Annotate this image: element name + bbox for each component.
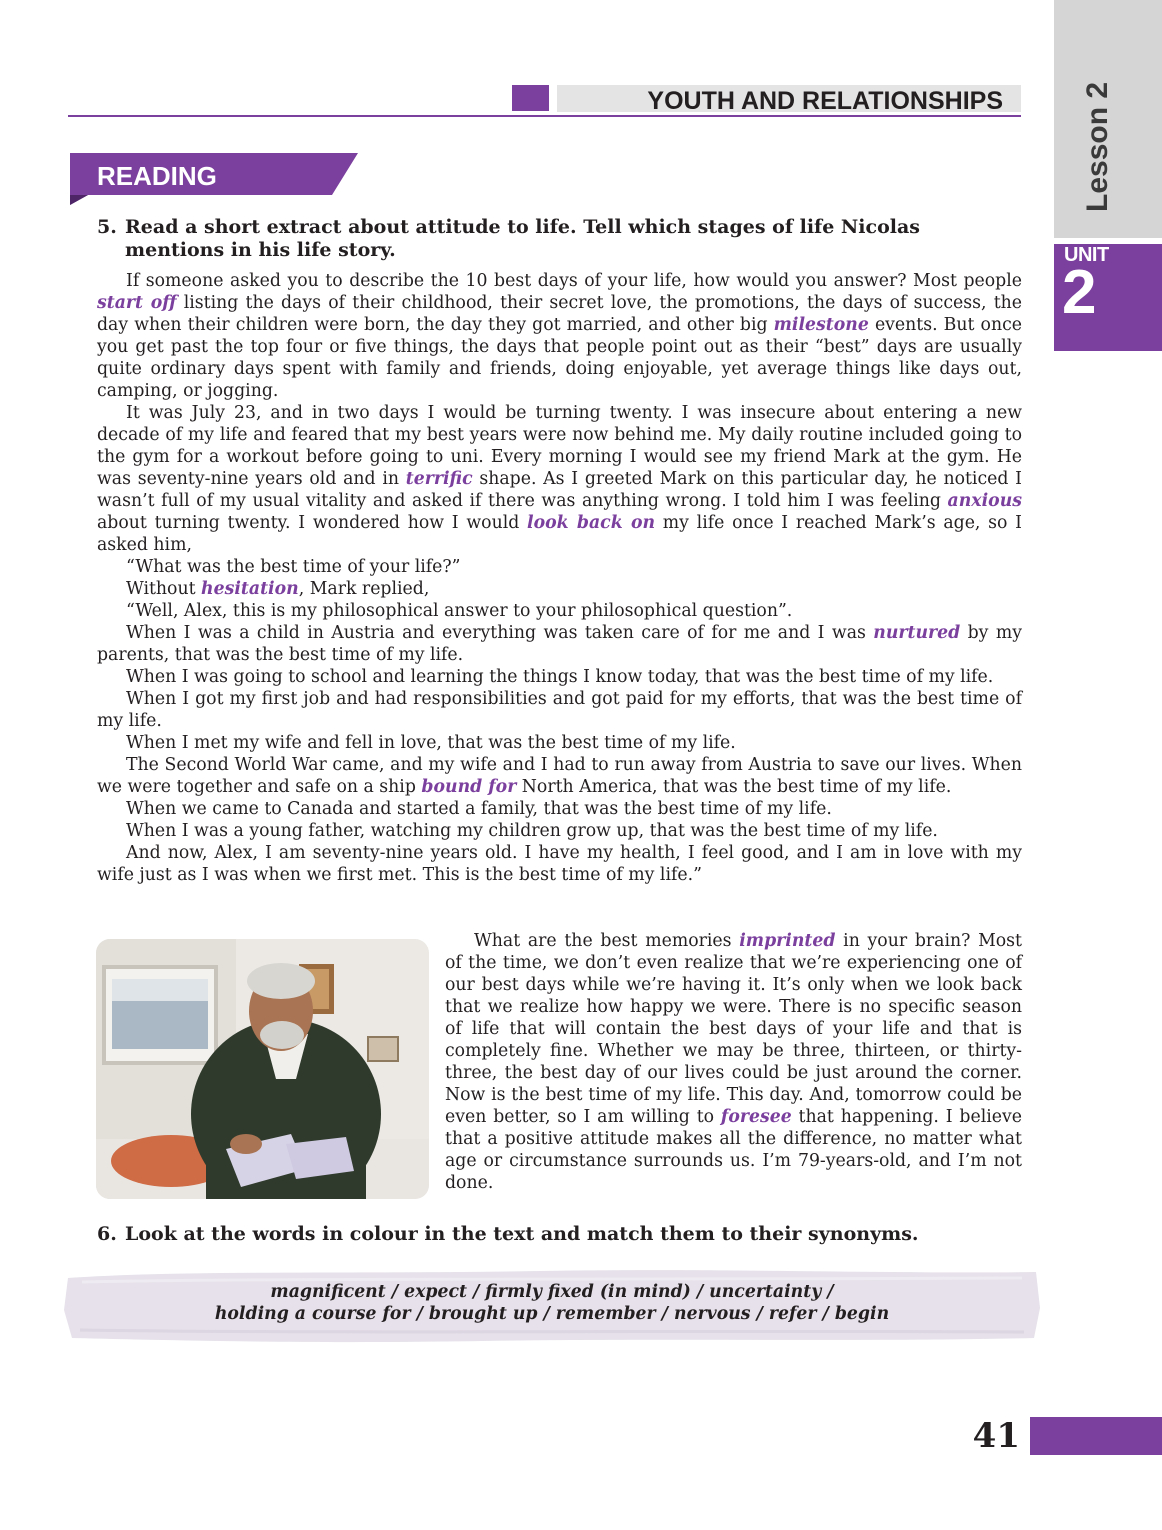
unit-number: 2 (1062, 258, 1097, 327)
paragraph: When I was a child in Austria and everything was taken care of for me and I was nurtured by my parents, that was the best time of my life. (97, 623, 1022, 665)
synonym-list-line-2: holding a course for / brought up / remember / nervous / refer / begin (214, 1304, 890, 1324)
paragraph: When I was going to school and learning the things I know today, that was the best time of my life. (126, 667, 994, 687)
task-text: Read a short extract about attitude to life. Tell which stages of life Nicolas mentions in his life story. (125, 216, 920, 261)
keyword: imprinted (739, 931, 836, 951)
paragraph: When I got my first job and had responsibilities and got paid for my efforts, that was the best time of my life. (97, 689, 1022, 731)
paragraph: When I met my wife and fell in love, that was the best time of my life. (126, 733, 736, 753)
photo-illustration (96, 939, 429, 1199)
task-number: 5. (97, 216, 117, 238)
paragraph: What are the best memories imprinted in your brain? Most of the time, we don’t even realize that we’re experiencing one of our best days while we’re having it. It’s only when we look back that we realize how happy we were. There is no specific season of life that will contain the best days of your life and that is completely fine. Whether we may be three, thirteen, or thirty-three, the best day of our lives could be just around the corner. Now is the best time of my life. This day. And, tomorrow could be even better, so I am willing to foresee that happening. I believe that a positive attitude makes all the difference, no matter what age or circumstance surrounds us. I’m 79-years-old, and I’m not done. (445, 931, 1022, 1193)
keyword: hesitation (201, 579, 299, 599)
keyword: anxious (947, 491, 1022, 511)
task-number: 6. (97, 1223, 117, 1245)
page-number: 41 (972, 1416, 1020, 1456)
keyword: foresee (720, 1107, 792, 1127)
paragraph: Without hesitation, Mark replied, (126, 579, 430, 599)
keyword: start off (97, 293, 177, 313)
paragraph: When we came to Canada and started a family, that was the best time of my life. (126, 799, 832, 819)
task-text: Look at the words in colour in the text and match them to their synonyms. (125, 1223, 919, 1245)
keyword: terrific (405, 469, 473, 489)
synonym-list-line-1: magnificent / expect / firmly fixed (in mind) / uncertainty / (270, 1282, 834, 1302)
section-label: READING (97, 161, 217, 191)
task-6-heading (97, 1223, 1022, 1246)
page-title: YOUTH AND RELATIONSHIPS (647, 87, 1003, 115)
paragraph: “Well, Alex, this is my philosophical answer to your philosophical question”. (126, 601, 793, 621)
keyword: look back on (527, 513, 656, 533)
paragraph: If someone asked you to describe the 10 best days of your life, how would you answer? Most people start off listing the days of their childhood, their secret love, the promotions, the days of success, the day when their children were born, the day they got married, and other big milestone events. But once you get past the top four or five things, the days that people point out as their “best” days are usually quite ordinary days spent with family and friends, doing enjoyable, yet average things like days out, camping, or jogging. (97, 271, 1022, 401)
paragraph: It was July 23, and in two days I would be turning twenty. I was insecure about entering a new decade of my life and feared that my best years were now behind me. My daily routine included going to the gym for a workout before going to uni. Every morning I would see my friend Mark at the gym. He was seventy-nine years old and in terrific shape. As I greeted Mark on this particular day, he noticed I wasn’t full of my usual vitality and asked if there was anything wrong. I told him I was feeling anxious about turning twenty. I wondered how I would look back on my life once I reached Mark’s age, so I asked him, (97, 403, 1022, 555)
paragraph: The Second World War came, and my wife and I had to run away from Austria to save our lives. When we were together and safe on a ship bound for North America, that was the best time of my life. (97, 755, 1022, 797)
page-number-bar (1030, 1417, 1162, 1455)
paragraph: And now, Alex, I am seventy-nine years old. I have my health, I feel good, and I am in love with my wife just as I was when we first met. This is the best time of my life.” (97, 843, 1022, 885)
task-5-heading (97, 216, 1022, 262)
elderly-man-photo (96, 939, 429, 1199)
keyword: milestone (773, 315, 869, 335)
unit-word: UNIT (1064, 244, 1109, 266)
keyword: nurtured (873, 623, 961, 643)
section-banner (70, 153, 360, 203)
story-conclusion (445, 930, 1022, 1194)
paragraph: “What was the best time of your life?” (126, 557, 461, 577)
lesson-label: Lesson 2 (1081, 81, 1114, 212)
paragraph: When I was a young father, watching my children grow up, that was the best time of my life. (126, 821, 938, 841)
story-text (97, 270, 1022, 886)
keyword: bound for (421, 777, 517, 797)
header-accent-square (512, 85, 549, 111)
header-rule (68, 115, 1021, 117)
